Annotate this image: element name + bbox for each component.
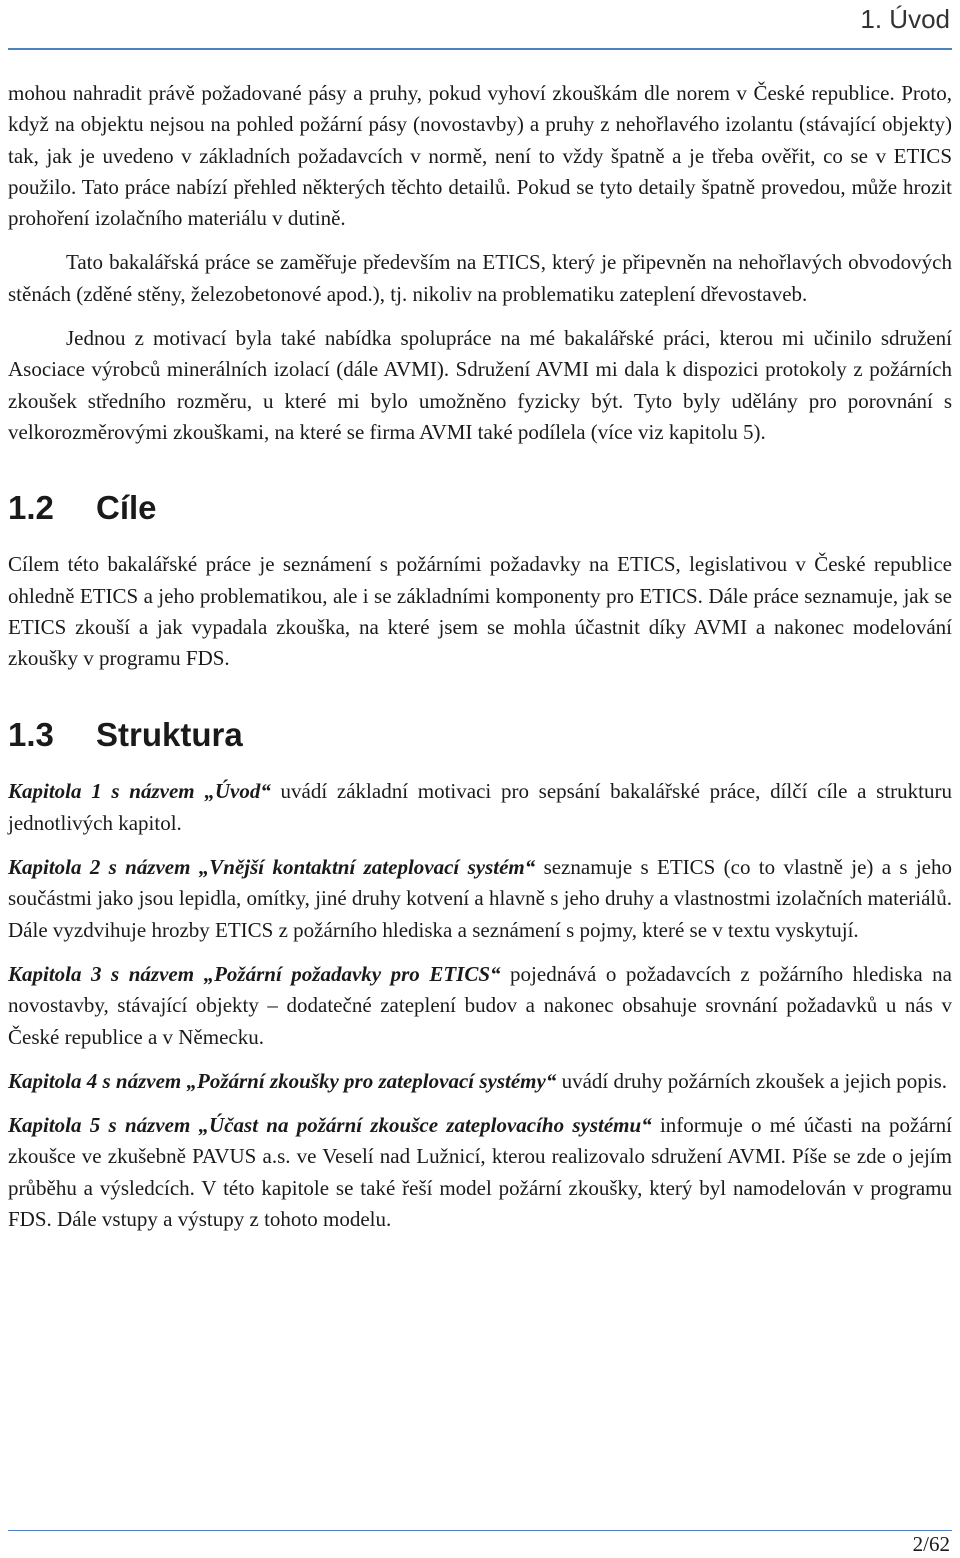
chapter-description-2 bbox=[8, 852, 952, 946]
chapter-text: informuje o mé účasti na požární zkoušce ve zkušebně PAVUS a.s. ve Veselí nad Lužnicí, kterou realizovalo sdružení AVMI. Píše se zde o jejím průběhu a výsledcích. V této kapitole se také řeší model požární zkoušky, který byl namodelován v programu FDS. Dále vstupy a výstupy z tohoto modelu. bbox=[8, 1113, 952, 1232]
intro-paragraph-2: Tato bakalářská práce se zaměřuje především na ETICS, který je připevněn na nehořlavých obvodových stěnách (zděné stěny, železobetonové apod.), tj. nikoliv na problematiku zateplení dřevostaveb. bbox=[8, 250, 952, 306]
cile-paragraph: Cílem této bakalářské práce je seznámení s požárními požadavky na ETICS, legislativou v České republice ohledně ETICS a jeho problematikou, ale i se základními komponenty pro ETICS. Dále práce seznamuje, jak se ETICS zkouší a jak vypadala zkouška, na které jsem se mohla účastnit díky AVMI a nakonec modelování zkoušky v programu FDS. bbox=[8, 552, 952, 671]
page-body bbox=[8, 78, 952, 1248]
chapter-lead: Kapitola 5 s názvem „Účast na požární zkoušce zateplovacího systému“ bbox=[8, 1113, 652, 1138]
section-number: 1.2 bbox=[8, 489, 54, 527]
running-header-title: 1. Úvod bbox=[860, 4, 950, 34]
section-title: Cíle bbox=[96, 489, 157, 527]
chapter-lead: Kapitola 3 s názvem „Požární požadavky pro ETICS“ bbox=[8, 961, 501, 986]
section-heading-struktura bbox=[8, 715, 952, 755]
chapter-description-3 bbox=[8, 959, 952, 1053]
chapter-lead: Kapitola 4 s názvem „Požární zkoušky pro zateplovací systémy“ bbox=[8, 1068, 557, 1093]
section-number: 1.3 bbox=[8, 716, 54, 754]
chapter-lead: Kapitola 2 s názvem „Vnější kontaktní zateplovací systém“ bbox=[8, 855, 536, 880]
chapter-text: uvádí základní motivaci pro sepsání bakalářské práce, dílčí cíle a strukturu jednotlivých kapitol. bbox=[8, 779, 952, 835]
chapter-text: uvádí druhy požárních zkoušek a jejich popis. bbox=[556, 1068, 948, 1093]
chapter-description-1 bbox=[8, 776, 952, 839]
chapter-text: seznamuje s ETICS (co to vlastně je) a s jeho součástmi jako jsou lepidla, omítky, jiné druhy kotvení a hlavně s jeho druhy a vlastnostmi izolačních materiálů. Dále vyzdvihuje hrozby ETICS z požárního hlediska a seznámení s pojmy, které se v textu vyskytují. bbox=[8, 855, 953, 942]
footer-divider bbox=[8, 1530, 952, 1531]
header-divider bbox=[8, 48, 952, 50]
page-number: 2/62 bbox=[912, 1532, 950, 1556]
chapter-description-5 bbox=[8, 1110, 952, 1235]
intro-paragraph-3: Jednou z motivací byla také nabídka spolupráce na mé bakalářské práci, kterou mi učinilo sdružení Asociace výrobců minerálních izolací (dále AVMI). Sdružení AVMI mi dala k dispozici protokoly z požárních zkoušek středního rozměru, u které mi bylo umožněno fyzicky být. Tyto byly udělány pro porovnání s velkorozměrovými zkouškami, na které se firma AVMI také podílela (více viz kapitolu 5). bbox=[8, 326, 952, 444]
section-heading-cile bbox=[8, 488, 952, 528]
intro-paragraph-1: mohou nahradit právě požadované pásy a pruhy, pokud vyhoví zkouškám dle norem v České republice. Proto, když na objektu nejsou na pohled požární pásy (novostavby) a pruhy z nehořlavého izolantu (stávající objekty) tak, jak je uvedeno v základních požadavcích v normě, není to vždy špatně a je třeba ověřit, co se v ETICS použilo. Tato práce nabízí přehled některých těchto detailů. Pokud se tyto detaily špatně provedou, může hrozit prohoření izolačního materiálu v dutině. bbox=[8, 81, 952, 231]
section-title: Struktura bbox=[96, 716, 243, 754]
chapter-description-4 bbox=[8, 1066, 952, 1097]
chapter-lead: Kapitola 1 s názvem „Úvod“ bbox=[8, 779, 271, 804]
chapter-text: pojednává o požadavcích z požárního hlediska na novostavby, stávající objekty – dodatečné zateplení budov a nakonec obsahuje srovnání požadavků u nás v České republice a v Německu. bbox=[8, 961, 952, 1049]
